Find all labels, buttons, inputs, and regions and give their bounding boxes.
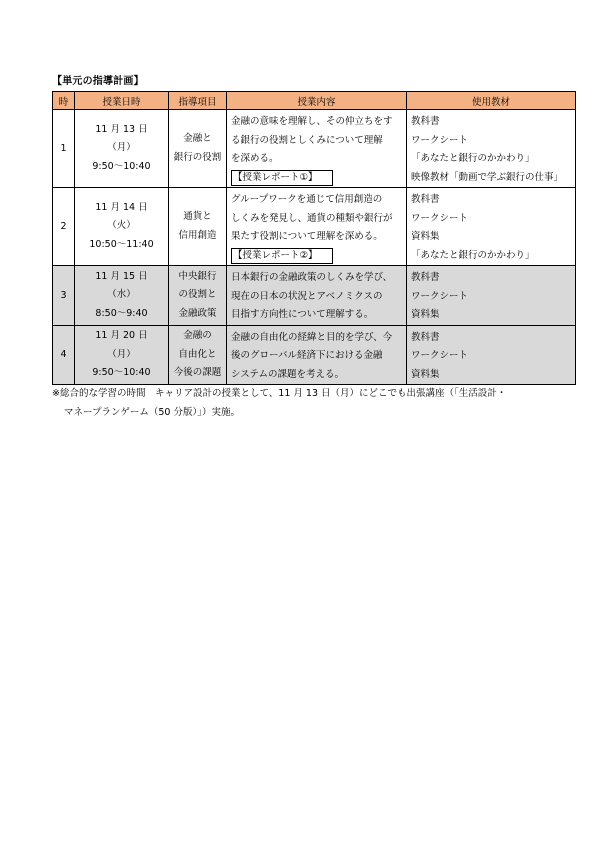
content-line: 目指す方向性について理解する。 [231, 309, 374, 320]
topic-line: 今後の課題 [173, 367, 222, 378]
topic-line: 金融と [183, 133, 212, 144]
content-line: 金融の自由化の経緯と目的を学び、今 [231, 331, 393, 343]
report-label: 【授業レポート①】 [231, 170, 333, 186]
material-item: 資料集 [411, 231, 440, 242]
content-line: 果たす役割について理解を深める。 [231, 231, 383, 242]
topic-line: の役割と [178, 289, 217, 300]
content-line: を深める。 [231, 153, 279, 164]
date-time: 9:50～10:40 [92, 160, 151, 172]
topic-line: 通貨と [183, 211, 212, 222]
date-day: 11 月 20 日 [95, 330, 148, 341]
material-item: 教科書 [411, 331, 440, 343]
footnote [52, 384, 506, 422]
content-line: 日本銀行の金融政策のしくみを学び、 [231, 272, 393, 283]
date-day: 11 月 15 日 [95, 270, 148, 282]
topic-line: 信用創造 [178, 229, 217, 241]
row-materials [407, 266, 576, 326]
topic-line: 金融政策 [178, 307, 217, 319]
material-item: 資料集 [411, 368, 440, 380]
content-line: 金融の意味を理解し、その仲立ちをす [231, 116, 393, 127]
date-time: 9:50～10:40 [92, 367, 151, 378]
table-header-row [53, 92, 576, 110]
table-row [53, 266, 576, 326]
report-label: 【授業レポート②】 [231, 248, 333, 264]
section-heading: 【単元の指導計画】 [52, 76, 144, 87]
lesson-plan-table [52, 91, 576, 385]
row-date [75, 266, 169, 326]
row-topic [169, 266, 227, 326]
material-item: ワークシート [411, 290, 469, 302]
date-time: 8:50～9:40 [95, 307, 148, 319]
table-row [53, 325, 576, 385]
row-date [75, 188, 169, 266]
content-line: しくみを発見し、通貨の種類や銀行が [231, 212, 393, 224]
row-materials [407, 110, 576, 188]
date-time: 10:50～11:40 [89, 238, 154, 250]
material-item: ワークシート [411, 212, 469, 224]
row-topic [169, 325, 227, 385]
content-line: 現在の日本の状況とアベノミクスの [231, 290, 383, 302]
material-item: 教科書 [411, 272, 440, 283]
material-item: 教科書 [411, 116, 440, 127]
content-line: システムの課題を考える。 [231, 368, 345, 380]
table-row [53, 110, 576, 188]
row-content [227, 325, 407, 385]
footnote-line-1: ※総合的な学習の時間 キャリア設計の授業として、11 月 13 日（月）にどこでも出張講座（「生活設計・ [52, 388, 507, 399]
content-line: グループワークを通じて信用創造の [231, 194, 383, 205]
row-number: 4 [53, 325, 75, 385]
material-item: 教科書 [411, 194, 440, 205]
date-weekday: （火） [107, 220, 136, 232]
date-weekday: （月） [107, 348, 136, 360]
row-topic [169, 110, 227, 188]
material-item: ワークシート [411, 134, 469, 146]
row-topic [169, 188, 227, 266]
material-item: 映像教材「動画で学ぶ銀行の仕事」 [411, 171, 564, 183]
footnote-line-2: マネープランゲーム（50 分版）」）実施。 [64, 407, 240, 418]
content-line: 後のグローバル経済下における金融 [231, 350, 383, 361]
date-weekday: （水） [107, 289, 136, 300]
topic-line: 中央銀行 [178, 270, 217, 282]
row-materials [407, 325, 576, 385]
row-date [75, 110, 169, 188]
header-date: 授業日時 [75, 92, 169, 110]
header-period: 時 [53, 92, 75, 110]
table-row [53, 188, 576, 266]
material-item: 「あなたと銀行のかかわり」 [411, 249, 535, 261]
date-weekday: （月） [107, 142, 136, 154]
row-number: 2 [53, 188, 75, 266]
material-item: ワークシート [411, 350, 469, 361]
header-topic: 指導項目 [169, 92, 227, 110]
header-materials: 使用教材 [407, 92, 576, 110]
row-number: 3 [53, 266, 75, 326]
header-content: 授業内容 [227, 92, 407, 110]
row-content [227, 188, 407, 266]
topic-line: 金融の [183, 330, 212, 341]
row-date [75, 325, 169, 385]
date-day: 11 月 14 日 [95, 201, 148, 213]
row-content [227, 110, 407, 188]
topic-line: 銀行の役割 [173, 151, 222, 163]
topic-line: 自由化と [178, 348, 217, 360]
row-materials [407, 188, 576, 266]
date-day: 11 月 13 日 [95, 123, 148, 135]
material-item: 資料集 [411, 309, 440, 320]
content-line: る銀行の役割としくみについて理解 [231, 134, 383, 146]
row-content [227, 266, 407, 326]
row-number: 1 [53, 110, 75, 188]
material-item: 「あなたと銀行のかかわり」 [411, 153, 535, 164]
